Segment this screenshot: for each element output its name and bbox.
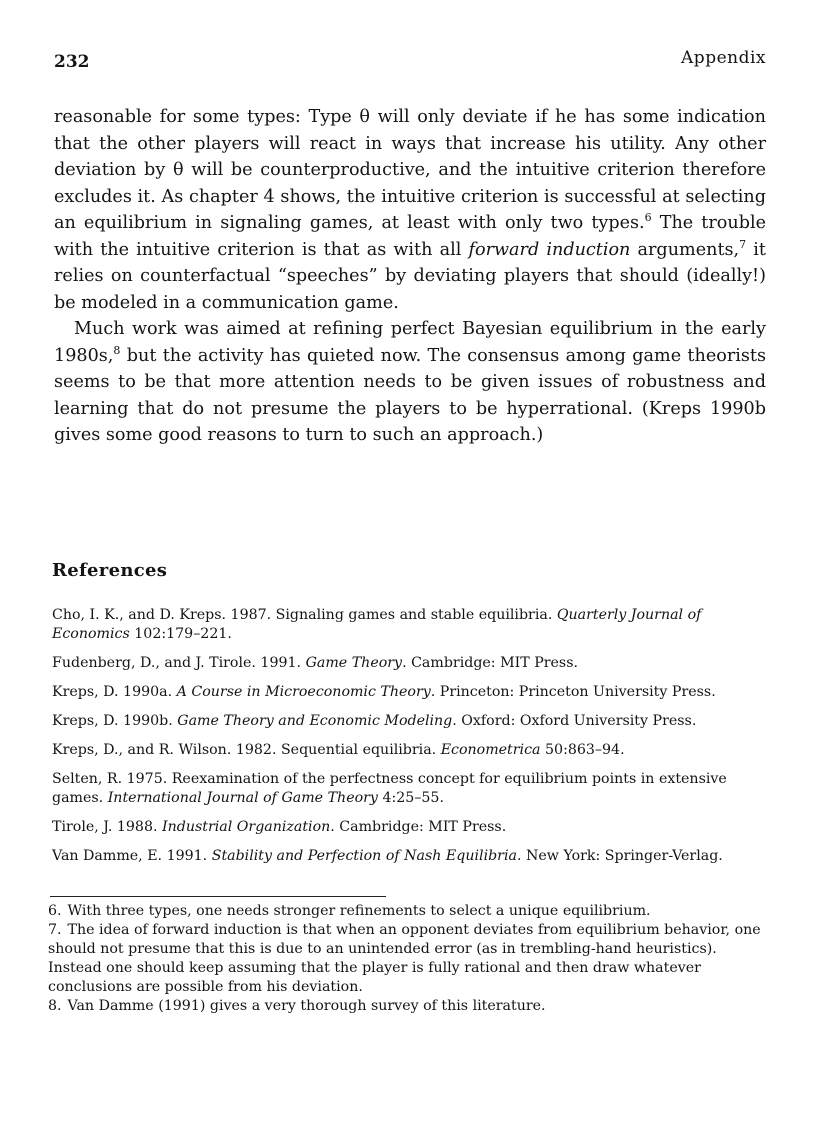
reference-text: Kreps, D., and R. Wilson. 1982. Sequential equilibria. — [52, 742, 441, 758]
reference-title: Econometrica — [440, 742, 541, 758]
reference-title: A Course in Microeconomic Theory — [176, 684, 431, 700]
reference-text: . Princeton: Princeton University Press. — [430, 684, 716, 700]
footnote-text: Van Damme (1991) gives a very thorough survey of this literature. — [67, 998, 546, 1014]
reference-item — [52, 654, 768, 673]
reference-text: . Oxford: Oxford University Press. — [452, 713, 697, 729]
reference-text: Fudenberg, D., and J. Tirole. 1991. — [52, 655, 306, 671]
paragraph-1-text-d: it relies on counterfactual “speeches” by deviating players that should (ideally!) be modeled in a communication game. — [54, 239, 766, 313]
page-number: 232 — [54, 52, 90, 72]
footnote-divider — [50, 896, 386, 897]
footnote-ref-6: 6 — [644, 211, 652, 225]
reference-item — [52, 712, 768, 731]
reference-title: Stability and Perfection of Nash Equilibria — [211, 848, 517, 864]
footnote-ref-8: 8 — [113, 343, 121, 357]
footnote-8 — [48, 997, 764, 1016]
reference-text: Cho, I. K., and D. Kreps. 1987. Signaling games and stable equilibria. — [52, 607, 557, 623]
reference-item — [52, 818, 768, 837]
reference-text: Kreps, D. 1990b. — [52, 713, 178, 729]
footnotes-list — [48, 902, 764, 1016]
reference-item — [52, 770, 768, 808]
page-header — [54, 48, 766, 74]
footnote-number: 6. — [48, 903, 62, 919]
body-text — [54, 104, 766, 449]
running-head: Appendix — [681, 48, 766, 68]
reference-text: Tirole, J. 1988. — [52, 819, 163, 835]
reference-title: Quarterly Journal of Economics — [52, 607, 702, 642]
reference-item — [52, 606, 768, 644]
footnote-6 — [48, 902, 764, 921]
reference-text: 102:179–221. — [129, 626, 232, 642]
footnote-text: With three types, one needs stronger refinements to select a unique equilibrium. — [67, 903, 651, 919]
reference-text: 4:25–55. — [377, 790, 444, 806]
reference-title: Game Theory — [305, 655, 403, 671]
paragraph-1 — [54, 104, 766, 316]
paragraph-1-text-c: arguments, — [630, 239, 740, 260]
references-list — [52, 606, 768, 876]
reference-text: Kreps, D. 1990a. — [52, 684, 177, 700]
paragraph-1-text-a: reasonable for some types: Type θ will only deviate if he has some indication that the other players will react in ways that increase his utility. Any other deviation by θ will be counterproductive, and the intuitive criterion therefore excludes it. As chapter 4 shows, the intuitive criterion is successful at selecting an equilibrium in signaling games, at least with only two types. — [54, 107, 766, 233]
footnote-7 — [48, 921, 764, 997]
paragraph-2-text-b: but the activity has quieted now. The consensus among game theorists seems to be that more attention needs to be given issues of robustness and learning that do not presume the players to be hyperrational. (Kreps 1990b gives some good reasons to turn to such an approach.) — [54, 345, 766, 445]
reference-text: . Cambridge: MIT Press. — [402, 655, 578, 671]
paragraph-2 — [54, 316, 766, 449]
footnote-number: 7. — [48, 922, 62, 938]
references-heading: References — [52, 560, 168, 581]
reference-title: Industrial Organization — [162, 819, 331, 835]
footnote-text: The idea of forward induction is that when an opponent deviates from equilibrium behavior, one should not presume that this is due to an unintended error (as in trembling-hand heuristics). Instead one should keep assuming that the player is fully rational and then draw whatever conclusions are possible from his deviation. — [48, 922, 761, 995]
emphasis-forward-induction: forward induction — [468, 239, 631, 260]
reference-title: Game Theory and Economic Modeling — [177, 713, 453, 729]
reference-text: . New York: Springer-Verlag. — [516, 848, 723, 864]
reference-text: 50:863–94. — [540, 742, 625, 758]
reference-item — [52, 741, 768, 760]
footnote-number: 8. — [48, 998, 62, 1014]
reference-title: International Journal of Game Theory — [107, 790, 378, 806]
reference-item — [52, 847, 768, 866]
reference-text: . Cambridge: MIT Press. — [330, 819, 507, 835]
reference-item — [52, 683, 768, 702]
paragraph-1-text-b: The trouble with the intuitive criterion is that as with all — [54, 213, 767, 260]
reference-text: Van Damme, E. 1991. — [52, 848, 212, 864]
reference-text: Selten, R. 1975. Reexamination of the perfectness concept for equilibrium points in extensive games. — [52, 771, 727, 806]
paragraph-2-text-a: Much work was aimed at refining perfect Bayesian equilibrium in the early 1980s, — [54, 319, 766, 366]
footnote-ref-7: 7 — [739, 237, 747, 251]
